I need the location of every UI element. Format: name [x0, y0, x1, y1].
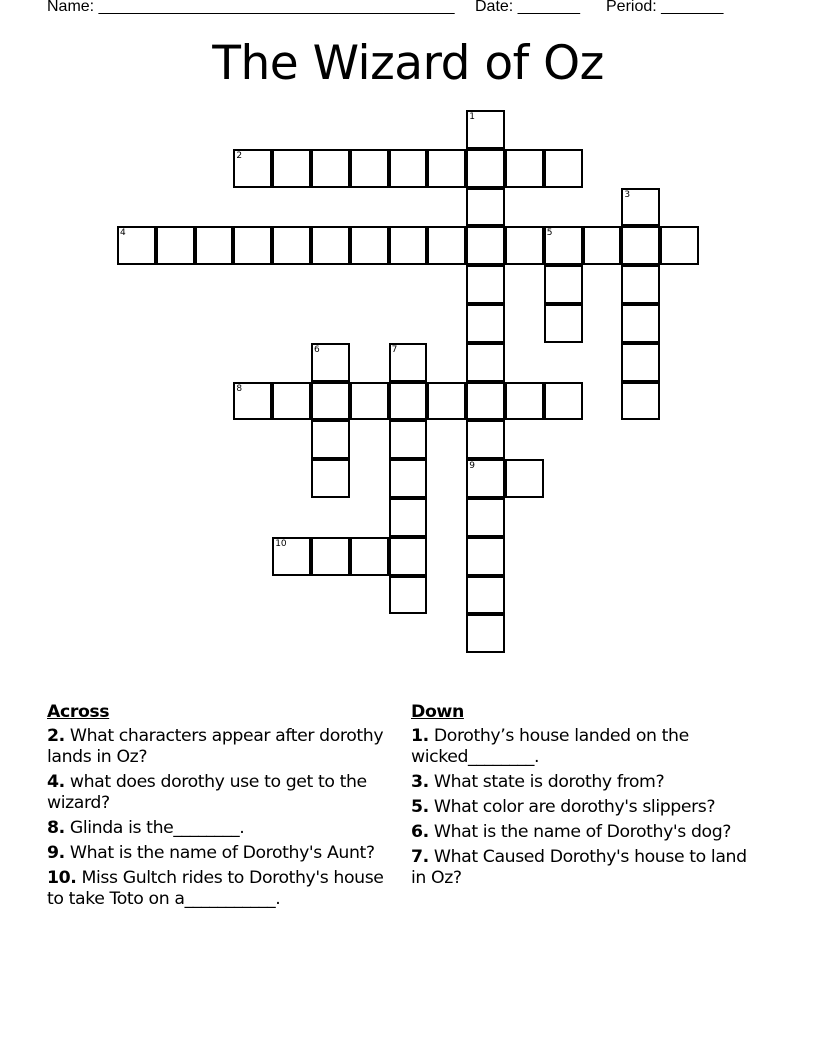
grid-cell[interactable]	[466, 459, 505, 498]
clue-number: 10.	[47, 868, 77, 888]
across-heading: Across	[47, 702, 110, 722]
grid-cell[interactable]	[466, 537, 505, 576]
across-clues	[47, 702, 392, 914]
clue-across-9	[47, 843, 392, 864]
grid-cell[interactable]	[272, 382, 311, 421]
grid-cell[interactable]	[544, 304, 583, 343]
grid-cell[interactable]	[311, 382, 350, 421]
grid-cell[interactable]	[311, 226, 350, 265]
grid-cell[interactable]	[505, 382, 544, 421]
clue-across-10	[47, 868, 392, 910]
grid-cell[interactable]	[389, 537, 428, 576]
clue-across-8	[47, 818, 392, 839]
clue-number: 8.	[47, 818, 65, 838]
clue-text: What characters appear after dorothy lands in Oz?	[47, 726, 384, 767]
clue-down-5	[411, 797, 756, 818]
grid-cell[interactable]	[117, 226, 156, 265]
grid-cell[interactable]	[505, 459, 544, 498]
date-field: Date: _______	[475, 0, 580, 15]
grid-cell[interactable]	[466, 498, 505, 537]
clue-text: Miss Gultch rides to Dorothy's house to take Toto on a___________.	[47, 868, 384, 909]
clue-text: Glinda is the________.	[64, 818, 245, 838]
grid-cell[interactable]	[311, 343, 350, 382]
cell-number: 10	[275, 538, 287, 549]
cell-number: 6	[314, 344, 320, 355]
clue-text: What is the name of Dorothy's Aunt?	[64, 843, 375, 863]
grid-cell[interactable]	[466, 304, 505, 343]
grid-cell[interactable]	[621, 343, 660, 382]
grid-cell[interactable]	[389, 343, 428, 382]
clue-number: 1.	[411, 726, 429, 746]
grid-cell[interactable]	[621, 382, 660, 421]
grid-cell[interactable]	[311, 420, 350, 459]
grid-cell[interactable]	[466, 614, 505, 653]
clue-down-6	[411, 822, 756, 843]
grid-cell[interactable]	[427, 382, 466, 421]
cell-number: 9	[469, 461, 475, 472]
grid-cell[interactable]	[389, 459, 428, 498]
grid-cell[interactable]	[389, 498, 428, 537]
grid-cell[interactable]	[427, 149, 466, 188]
grid-cell[interactable]	[505, 149, 544, 188]
clue-text: What state is dorothy from?	[428, 772, 665, 792]
cell-number: 1	[469, 112, 475, 122]
page-title: The Wizard of Oz	[212, 36, 604, 91]
grid-cell[interactable]	[350, 537, 389, 576]
clue-number: 6.	[411, 822, 429, 842]
clue-text: What is the name of Dorothy's dog?	[428, 822, 732, 842]
grid-cell[interactable]	[389, 382, 428, 421]
grid-cell[interactable]	[544, 226, 583, 265]
clue-number: 9.	[47, 843, 65, 863]
grid-cell[interactable]	[272, 149, 311, 188]
grid-cell[interactable]	[233, 382, 272, 421]
grid-cell[interactable]	[389, 149, 428, 188]
clue-text: Dorothy’s house landed on the wicked________.	[411, 726, 689, 767]
clue-number: 7.	[411, 847, 429, 867]
grid-cell[interactable]	[389, 226, 428, 265]
cell-number: 2	[236, 150, 243, 161]
clue-text: what does dorothy use to get to the wizard?	[47, 772, 367, 813]
grid-cell[interactable]	[621, 304, 660, 343]
down-clues	[411, 702, 756, 893]
grid-cell[interactable]	[389, 576, 428, 615]
grid-cell[interactable]	[466, 188, 505, 227]
grid-cell[interactable]	[544, 149, 583, 188]
grid-cell[interactable]	[466, 576, 505, 615]
grid-cell[interactable]	[156, 226, 195, 265]
grid-cell[interactable]	[427, 226, 466, 265]
grid-cell[interactable]	[350, 149, 389, 188]
grid-cell[interactable]	[466, 110, 505, 149]
cell-number: 4	[120, 228, 126, 239]
clue-across-2	[47, 726, 392, 768]
grid-cell[interactable]	[621, 226, 660, 265]
cell-number: 7	[391, 344, 398, 355]
grid-cell[interactable]	[195, 226, 234, 265]
grid-cell[interactable]	[466, 382, 505, 421]
grid-cell[interactable]	[505, 226, 544, 265]
grid-cell[interactable]	[311, 149, 350, 188]
clue-across-4	[47, 772, 392, 814]
down-heading: Down	[411, 702, 464, 722]
grid-cell[interactable]	[466, 343, 505, 382]
grid-cell[interactable]	[272, 226, 311, 265]
grid-cell[interactable]	[466, 226, 505, 265]
grid-cell[interactable]	[389, 420, 428, 459]
cell-number: 5	[546, 228, 553, 239]
cell-number: 8	[236, 383, 243, 394]
clue-down-1	[411, 726, 756, 768]
grid-cell[interactable]	[583, 226, 622, 265]
grid-cell[interactable]	[466, 149, 505, 188]
grid-cell[interactable]	[350, 382, 389, 421]
grid-cell[interactable]	[350, 226, 389, 265]
clue-number: 5.	[411, 797, 429, 817]
grid-cell[interactable]	[311, 537, 350, 576]
name-field: Name: ________________________________________	[47, 0, 455, 15]
grid-cell[interactable]	[621, 188, 660, 227]
grid-cell[interactable]	[621, 265, 660, 304]
clue-number: 2.	[47, 726, 65, 746]
grid-cell[interactable]	[544, 265, 583, 304]
clue-number: 3.	[411, 772, 429, 792]
clue-text: What Caused Dorothy's house to land in Oz?	[411, 847, 747, 888]
clue-number: 4.	[47, 772, 65, 792]
grid-cell[interactable]	[311, 459, 350, 498]
grid-cell[interactable]	[466, 265, 505, 304]
clue-down-7	[411, 847, 756, 889]
grid-cell[interactable]	[233, 149, 272, 188]
grid-cell[interactable]	[466, 420, 505, 459]
grid-cell[interactable]	[544, 382, 583, 421]
clue-text: What color are dorothy's slippers?	[428, 797, 716, 817]
grid-cell[interactable]	[233, 226, 272, 265]
clue-down-3	[411, 772, 756, 793]
grid-cell[interactable]	[660, 226, 699, 265]
period-field: Period: _______	[606, 0, 724, 15]
cell-number: 3	[624, 189, 631, 200]
grid-cell[interactable]	[272, 537, 311, 576]
